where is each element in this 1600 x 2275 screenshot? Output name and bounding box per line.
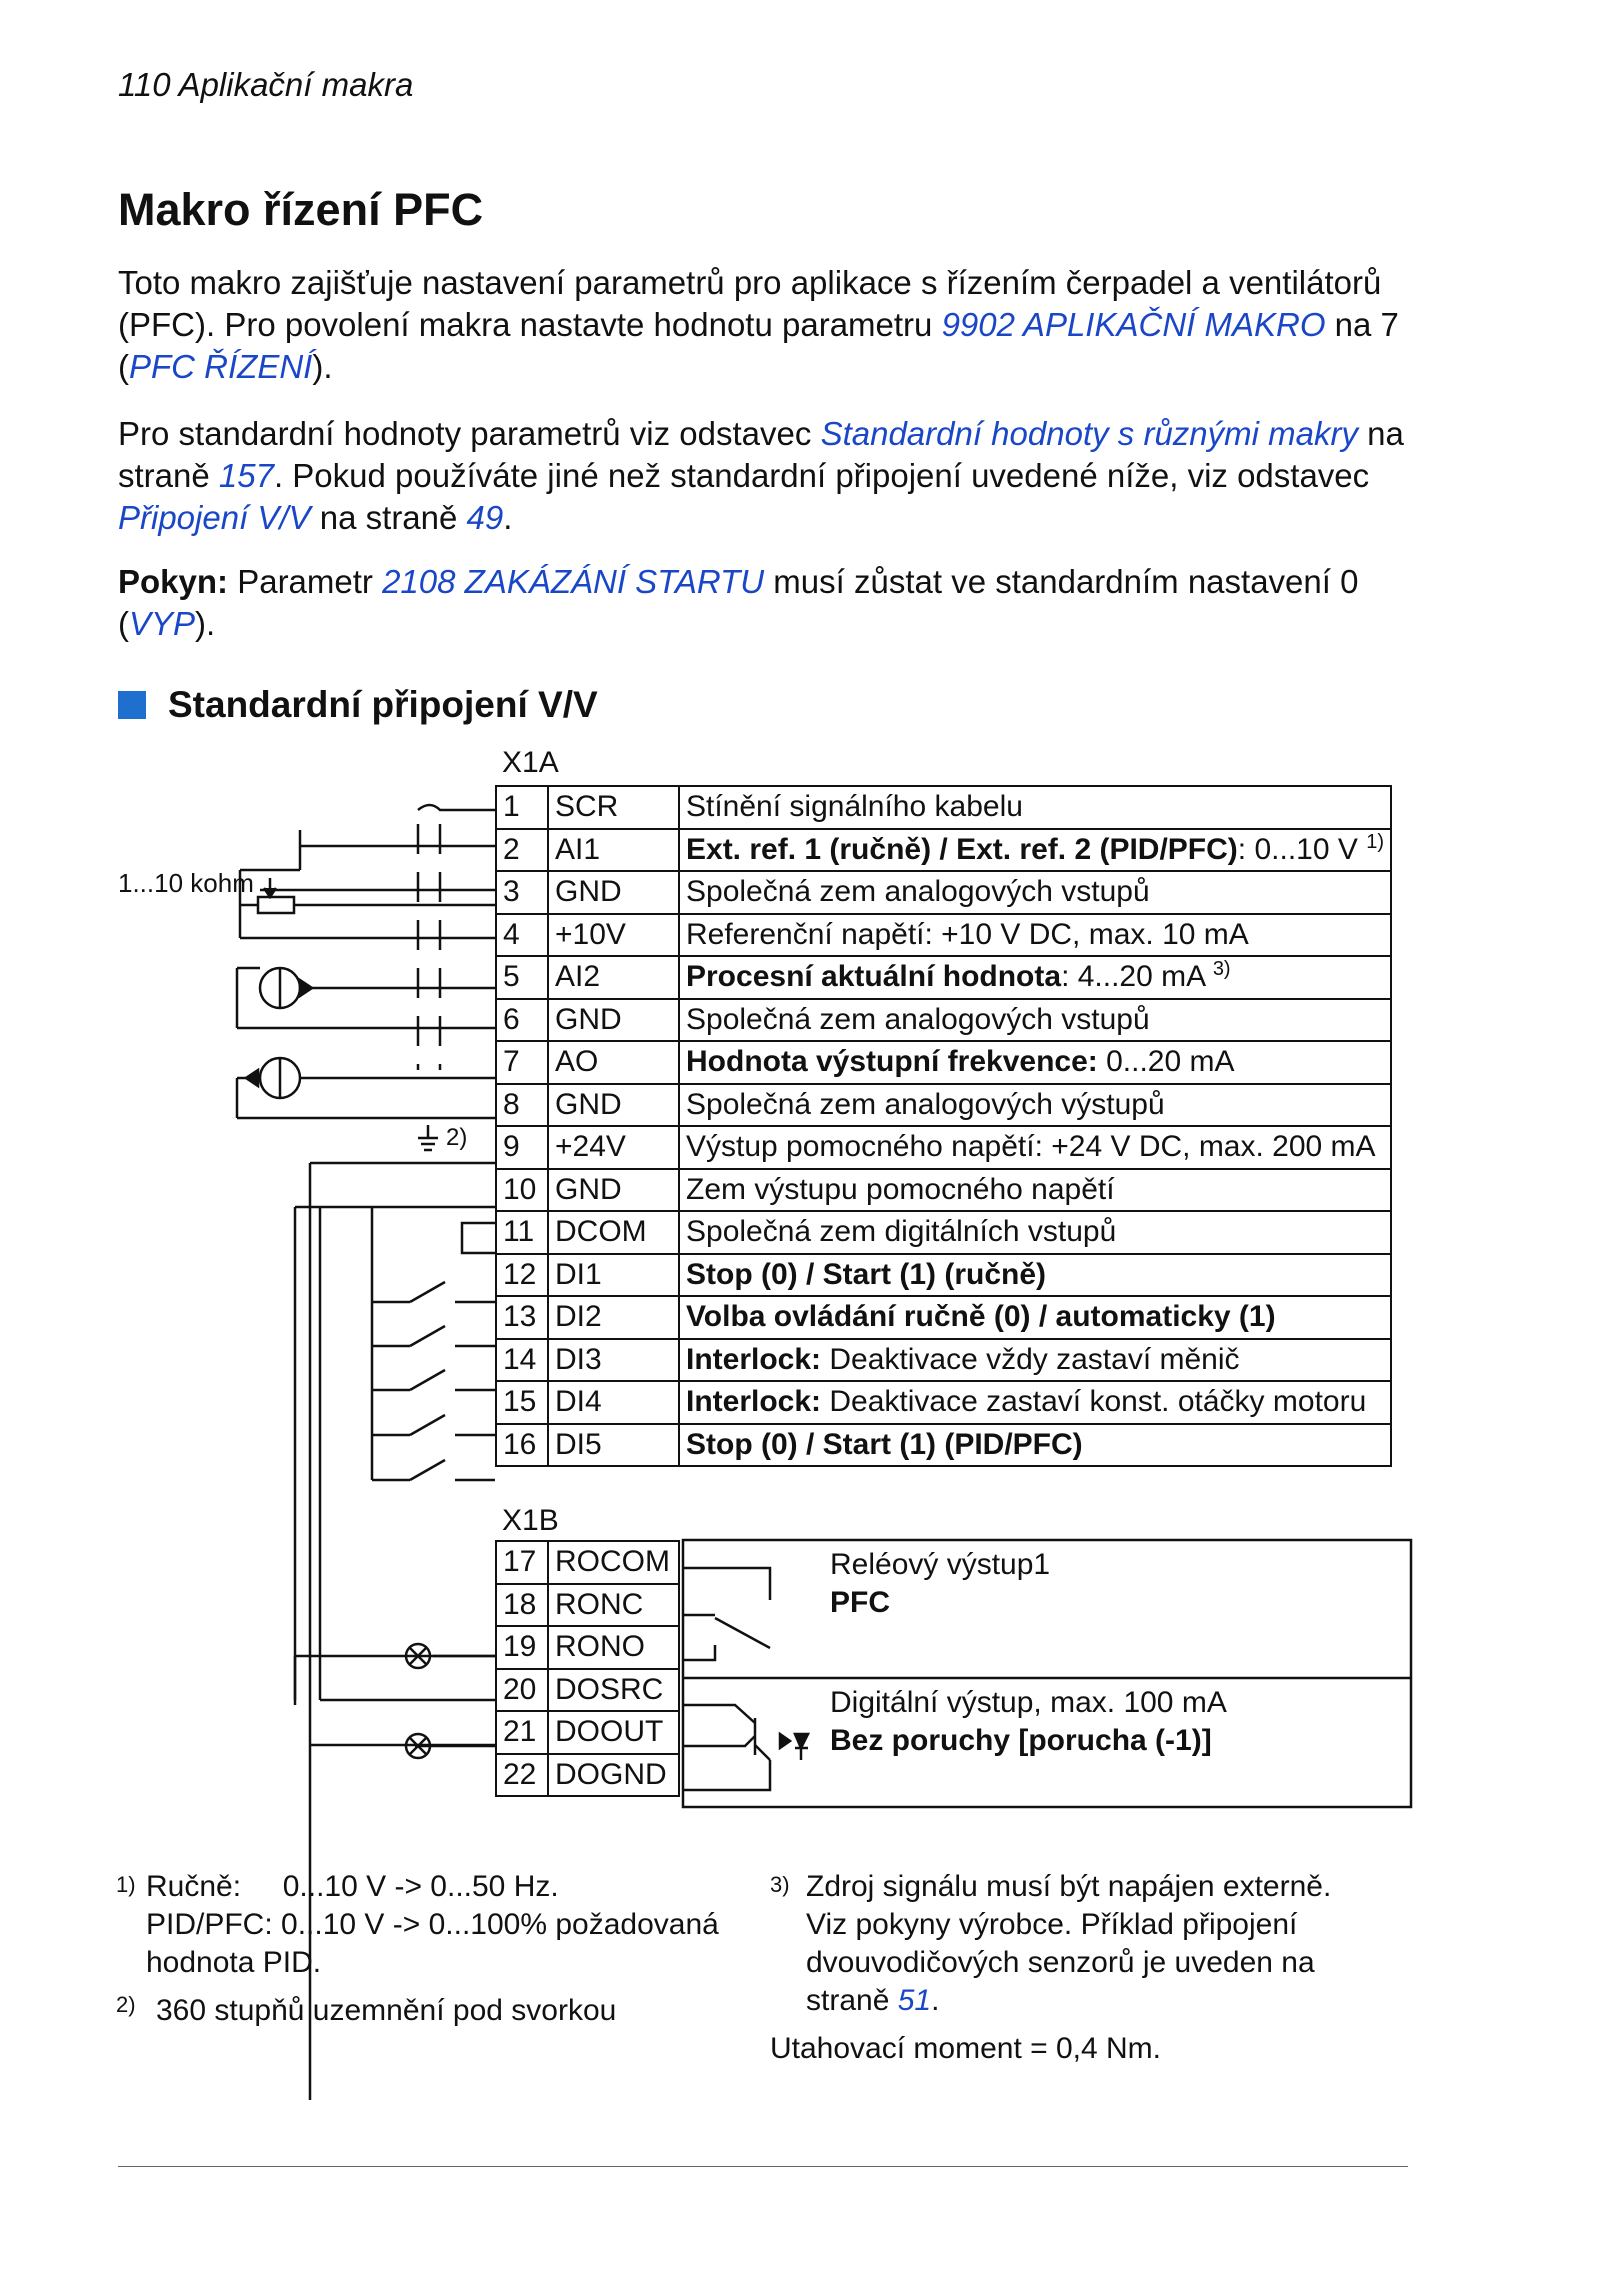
link-pfc-rizeni[interactable]: PFC ŘÍZENÍ [129,348,313,385]
terminal-row [496,1041,1391,1084]
terminal-number: 14 [496,1339,548,1382]
terminal-number: 1 [496,786,548,829]
terminal-row [496,1339,1391,1382]
transistor-icon [683,1705,808,1790]
terminal-description: Společná zem analogových vstupů [679,871,1391,914]
terminal-name: GND [548,871,679,914]
x1a-label: X1A [502,746,559,779]
terminal-name: AO [548,1041,679,1084]
terminal-row [496,1669,679,1712]
terminal-number: 10 [496,1169,548,1212]
terminal-name: DI1 [548,1254,679,1297]
terminal-row [496,786,1391,829]
terminal-number: 13 [496,1296,548,1339]
terminal-name: AI1 [548,829,679,872]
x1a-terminal-table [495,785,1392,1467]
terminal-number: 7 [496,1041,548,1084]
ground-symbol-icon [418,1125,438,1150]
terminal-number: 19 [496,1626,548,1669]
ai-wiring [240,830,495,938]
terminal-row [496,829,1391,872]
terminal-description: Interlock: Deaktivace zastaví konst. otáčky motoru [679,1381,1391,1424]
footnote-1-mark: 1) [116,1872,136,1897]
defaults-paragraph: Pro standardní hodnoty parametrů viz odstavec Standardní hodnoty s různými makry na straně 157. Pokud používáte jiné než standardní připojení uvedené níže, viz odstavec Připojení V/V na straně 49. [118,415,1404,536]
terminal-row [496,1169,1391,1212]
terminal-row [496,1626,679,1669]
link-page-51[interactable]: 51 [897,1984,932,2017]
bottom-rule [118,2166,1408,2167]
terminal-row [496,1541,679,1584]
link-vyp[interactable]: VYP [129,605,196,642]
link-standard-values[interactable]: Standardní hodnoty s různými makry [820,415,1358,452]
terminal-name: GND [548,1169,679,1212]
terminal-row [496,1211,1391,1254]
terminal-description: Společná zem analogových výstupů [679,1084,1391,1127]
terminal-number: 3 [496,871,548,914]
terminal-name: DOGND [548,1754,679,1797]
terminal-name: DI4 [548,1381,679,1424]
terminal-description: Stínění signálního kabelu [679,786,1391,829]
terminal-name: DI5 [548,1424,679,1467]
terminal-number: 5 [496,956,548,999]
digital-output-value: Bez poruchy [porucha (-1)] [830,1724,1212,1757]
link-page-49[interactable]: 49 [466,499,504,536]
output-wiring [295,1207,495,1746]
terminal-row [496,1254,1391,1297]
link-param-2108[interactable]: 2108 ZAKÁZÁNÍ STARTU [382,563,765,600]
terminal-name: ROCOM [548,1541,679,1584]
terminal-name: +24V [548,1126,679,1169]
terminal-name: GND [548,999,679,1042]
terminal-description: Společná zem analogových vstupů [679,999,1391,1042]
analog-output-meter-icon [237,1058,495,1118]
terminal-description: Referenční napětí: +10 V DC, max. 10 mA [679,914,1391,957]
section-heading: Standardní připojení V/V [118,684,598,726]
cable-shield-lines [418,824,440,1070]
terminal-number: 18 [496,1584,548,1627]
terminal-number: 21 [496,1711,548,1754]
terminal-number: 22 [496,1754,548,1797]
link-page-157[interactable]: 157 [218,457,274,494]
terminal-name: RONC [548,1584,679,1627]
terminal-number: 15 [496,1381,548,1424]
terminal-row [496,999,1391,1042]
terminal-row [496,1381,1391,1424]
terminal-number: 12 [496,1254,548,1297]
footnote-3-mark: 3) [770,1872,790,1897]
terminal-row [496,1296,1391,1339]
x1b-terminal-table [495,1540,680,1797]
terminal-number: 17 [496,1541,548,1584]
footnote-1: Ručně: 0...10 V -> 0...50 Hz. PID/PFC: 0...10 V -> 0...100% požadovaná hodnota PID. [146,1870,719,1979]
terminal-description: Zem výstupu pomocného napětí [679,1169,1391,1212]
torque-note: Utahovací moment = 0,4 Nm. [770,2032,1161,2065]
terminal-name: DI2 [548,1296,679,1339]
terminal-number: 20 [496,1669,548,1712]
x1b-label: X1B [502,1504,559,1537]
terminal-row [496,871,1391,914]
intro-paragraph: Toto makro zajišťuje nastavení parametrů pro aplikace s řízením čerpadel a ventilátorů (PFC). Pro povolení makra nastavte hodnotu parametru 9902 APLIKAČNÍ MAKRO na 7 (PFC ŘÍZENÍ). [118,264,1399,385]
sensor-ai2-icon [237,968,495,1028]
terminal-number: 9 [496,1126,548,1169]
terminal-name: GND [548,1084,679,1127]
terminal-row [496,1424,1391,1467]
terminal-description: Interlock: Deaktivace vždy zastaví měnič [679,1339,1391,1382]
terminal-name: DCOM [548,1211,679,1254]
relay-contact-icon [683,1568,770,1660]
note-paragraph: Pokyn: Parametr 2108 ZAKÁZÁNÍ STARTU musí zůstat ve standardním nastavení 0 (VYP). [118,563,1359,642]
shield-ground-connector [418,805,495,810]
terminal-number: 8 [496,1084,548,1127]
terminal-description: Hodnota výstupní frekvence: 0...20 mA [679,1041,1391,1084]
potentiometer-label: 1...10 kohm [118,868,254,898]
ground-footnote-mark: 2) [446,1124,468,1151]
terminal-description: Ext. ref. 1 (ručně) / Ext. ref. 2 (PID/PFC): 0...10 V $^{1)}$ [679,829,1391,872]
terminal-row [496,914,1391,957]
terminal-row [496,1084,1391,1127]
terminal-number: 16 [496,1424,548,1467]
footnote-2: 360 stupňů uzemnění pod svorkou [156,1994,617,2027]
terminal-description: Procesní aktuální hodnota: 4...20 mA $^{3)}$ [679,956,1391,999]
terminal-row [496,956,1391,999]
terminal-row [496,1711,679,1754]
digital-output-title: Digitální výstup, max. 100 mA [830,1686,1227,1719]
terminal-number: 11 [496,1211,548,1254]
page-title: Makro řízení PFC [118,184,484,235]
footnote-3: Zdroj signálu musí být napájen externě. Viz pokyny výrobce. Příklad připojení dvouvodičových senzorů je uveden na straně 51. [806,1870,1332,2017]
terminal-name: RONO [548,1626,679,1669]
terminal-name: +10V [548,914,679,957]
terminal-description: Volba ovládání ručně (0) / automaticky (1) [679,1296,1391,1339]
link-param-9902[interactable]: 9902 APLIKAČNÍ MAKRO [941,306,1326,343]
link-io-connection[interactable]: Připojení V/V [118,499,311,536]
terminal-name: DOOUT [548,1711,679,1754]
terminal-description: Stop (0) / Start (1) (PID/PFC) [679,1424,1391,1467]
page-header: 110 Aplikační makra [118,66,414,103]
terminal-row [496,1754,679,1797]
footnote-2-mark: 2) [116,1992,136,2017]
terminal-row [496,1126,1391,1169]
terminal-name: AI2 [548,956,679,999]
terminal-description: Společná zem digitálních vstupů [679,1211,1391,1254]
relay-output-value: PFC [830,1586,890,1619]
terminal-name: SCR [548,786,679,829]
terminal-number: 4 [496,914,548,957]
relay-output-title: Reléový výstup1 [830,1548,1051,1581]
terminal-name: DI3 [548,1339,679,1382]
terminal-number: 6 [496,999,548,1042]
terminal-number: 2 [496,829,548,872]
terminal-description: Stop (0) / Start (1) (ručně) [679,1254,1391,1297]
terminal-name: DOSRC [548,1669,679,1712]
terminal-row [496,1584,679,1627]
terminal-description: Výstup pomocného napětí: +24 V DC, max. 200 mA [679,1126,1391,1169]
